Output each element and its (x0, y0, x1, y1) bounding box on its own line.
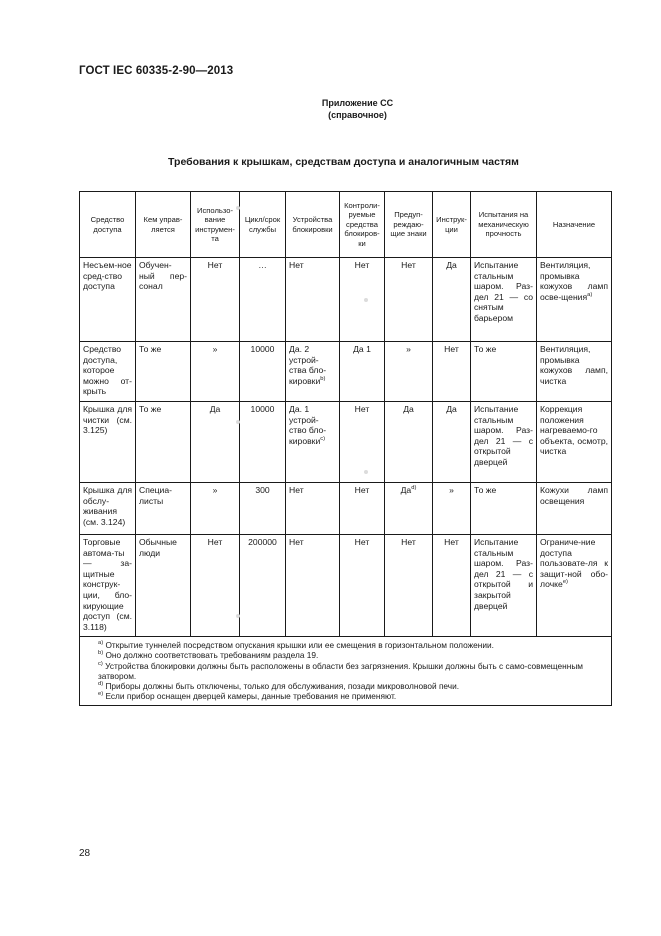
warning-text: Да (400, 485, 412, 495)
interlock-text: Да. 2 устрой-ства бло-кировки (289, 344, 327, 386)
col-header-warning: Предуп-реждаю-щие знаки (385, 192, 433, 258)
appendix-title: Приложение СС (321, 98, 394, 108)
warning-text: » (406, 344, 411, 354)
cell-operated-by: То же (136, 402, 191, 483)
cell-interlock (286, 258, 340, 342)
table-row (80, 535, 612, 637)
cell-purpose (537, 342, 612, 402)
cell-operated-by: То же (136, 342, 191, 402)
footnote-text: Устройства блокировки должны быть расположены в области без загрязнения. Крышки должны быть с само-совмещенным затвором. (98, 660, 583, 681)
cell-interlock (286, 483, 340, 535)
interlock-text: Да. 1 устрой-ство бло-кировки (289, 404, 327, 446)
table-row (80, 342, 612, 402)
col-header-access: Средство доступа (80, 192, 136, 258)
table-row (80, 402, 612, 483)
footnote-mark: с) (320, 435, 326, 442)
cell-access: Несъем-ное сред-ство доступа (80, 258, 136, 342)
cell-purpose (537, 402, 612, 483)
requirements-table (79, 191, 612, 706)
interlock-text: Нет (289, 260, 304, 270)
table-row (80, 258, 612, 342)
header-row (80, 192, 612, 258)
cell-operated-by: Обычные люди (136, 535, 191, 637)
warning-text: Нет (401, 537, 416, 547)
table-body (80, 258, 612, 706)
cell-interlock (286, 402, 340, 483)
cell-test: Испытание стальным шаром. Раз-дел 21 — с открытой дверцей (471, 402, 537, 483)
cell-tool: Нет (191, 258, 240, 342)
cell-instructions: Да (433, 402, 471, 483)
footnote-mark: а) (587, 291, 593, 298)
footnote-b (98, 650, 607, 660)
table-title: Требования к крышкам, средствам доступа и аналогичным частям (168, 156, 519, 168)
footnote-text: Оно должно соответствовать требованиям раздела 19. (105, 650, 319, 661)
footnote-text: Открытие туннелей посредством опускания крышки или ее смещения в горизонтальном положении. (105, 640, 494, 650)
cell-controlled: Нет (340, 258, 385, 342)
purpose-text: Коррекция положения нагреваемо-го объекта, осмотр, чистка (540, 404, 608, 457)
col-header-tool: Использо-вание инструмен-та (191, 192, 240, 258)
col-header-cycles: Цикл/срок службы (240, 192, 286, 258)
purpose-text: Вентиляция, промывка кожухов ламп, чистка (540, 344, 608, 386)
cell-test: То же (471, 342, 537, 402)
col-header-interlock: Устройства блокировки (286, 192, 340, 258)
cell-interlock (286, 535, 340, 637)
footnote-mark: a) (98, 640, 104, 647)
cell-tool: » (191, 342, 240, 402)
watermark-dot (236, 420, 240, 424)
watermark-dot (236, 614, 240, 618)
appendix-subtitle: (справочное) (328, 110, 387, 120)
cell-warning (385, 483, 433, 535)
cell-purpose (537, 535, 612, 637)
cell-tool: » (191, 483, 240, 535)
footnote-mark: d) (98, 681, 104, 688)
cell-controlled: Нет (340, 483, 385, 535)
footnote-text: Приборы должны быть отключены, только для обслуживания, позади микроволновой печи. (105, 681, 460, 692)
cell-purpose (537, 258, 612, 342)
cell-test: Испытание стальным шаром. Раз-дел 21 — с открытой и закрытой дверцей (471, 535, 537, 637)
cell-cycles: 300 (240, 483, 286, 535)
page-number: 28 (79, 848, 91, 859)
footnote-text: Если прибор оснащен дверцей камеры, данные требования не применяют. (105, 691, 397, 702)
cell-controlled: Да 1 (340, 342, 385, 402)
interlock-text: Нет (289, 537, 304, 547)
interlock-text: Нет (289, 485, 304, 495)
footnote-mark: c) (98, 660, 103, 667)
table-row (80, 483, 612, 535)
footnote-mark: е) (98, 691, 104, 698)
purpose-text: Кожухи ламп освещения (540, 485, 608, 506)
footnote-mark: е) (562, 579, 568, 586)
cell-cycles: 10000 (240, 402, 286, 483)
footnote-mark: b) (98, 650, 104, 657)
warning-text: Да (403, 404, 414, 414)
cell-instructions: Да (433, 258, 471, 342)
cell-test: То же (471, 483, 537, 535)
cell-controlled: Нет (340, 535, 385, 637)
footnote-mark: d) (411, 485, 417, 492)
cell-operated-by: Специа-листы (136, 483, 191, 535)
cell-controlled: Нет (340, 402, 385, 483)
footnote-e (98, 691, 607, 701)
cell-test: Испытание стальным шаром. Раз-дел 21 — со снятым барьером (471, 258, 537, 342)
cell-purpose (537, 483, 612, 535)
cell-access: Крышка для обслу-живания (см. 3.124) (80, 483, 136, 535)
footnotes-row (80, 637, 612, 706)
cell-warning (385, 258, 433, 342)
cell-cycles: 200000 (240, 535, 286, 637)
cell-tool: Да (191, 402, 240, 483)
col-header-purpose: Назначение (537, 192, 612, 258)
watermark-dot (364, 470, 368, 474)
purpose-text: Вентиляция, промывка кожухов ламп осве-щения (540, 260, 608, 302)
col-header-test: Испытания на механическую прочность (471, 192, 537, 258)
cell-access: Торговые автома-ты — за-щитные конструк-ции, бло-кирующие доступ (см. 3.118) (80, 535, 136, 637)
col-header-controlled: Контроли-руемые средства блокиров-ки (340, 192, 385, 258)
cell-warning (385, 402, 433, 483)
cell-tool: Нет (191, 535, 240, 637)
cell-interlock (286, 342, 340, 402)
footnotes (80, 637, 612, 706)
cell-instructions: » (433, 483, 471, 535)
warning-text: Нет (401, 260, 416, 270)
footnote-a (98, 640, 607, 650)
cell-cycles: 10000 (240, 342, 286, 402)
watermark-dot (364, 298, 368, 302)
cell-warning (385, 342, 433, 402)
cell-instructions: Нет (433, 342, 471, 402)
footnote-d (98, 681, 607, 691)
footnote-mark: b) (320, 375, 326, 382)
document-header: ГОСТ IEC 60335-2-90—2013 (79, 65, 234, 77)
cell-access: Средство доступа, которое можно от-крыть (80, 342, 136, 402)
footnote-c (98, 661, 607, 682)
cell-instructions: Нет (433, 535, 471, 637)
col-header-operated-by: Кем управ-ляется (136, 192, 191, 258)
purpose-text: Ограниче-ние доступа пользовате-ля к защит-ной обо-лочке (540, 537, 608, 590)
watermark-dot (236, 206, 240, 210)
table-header (80, 192, 612, 258)
cell-access: Крышка для чистки (см. 3.125) (80, 402, 136, 483)
col-header-instructions: Инструк-ции (433, 192, 471, 258)
cell-cycles: … (240, 258, 286, 342)
cell-operated-by: Обучен-ный пер-сонал (136, 258, 191, 342)
cell-warning (385, 535, 433, 637)
